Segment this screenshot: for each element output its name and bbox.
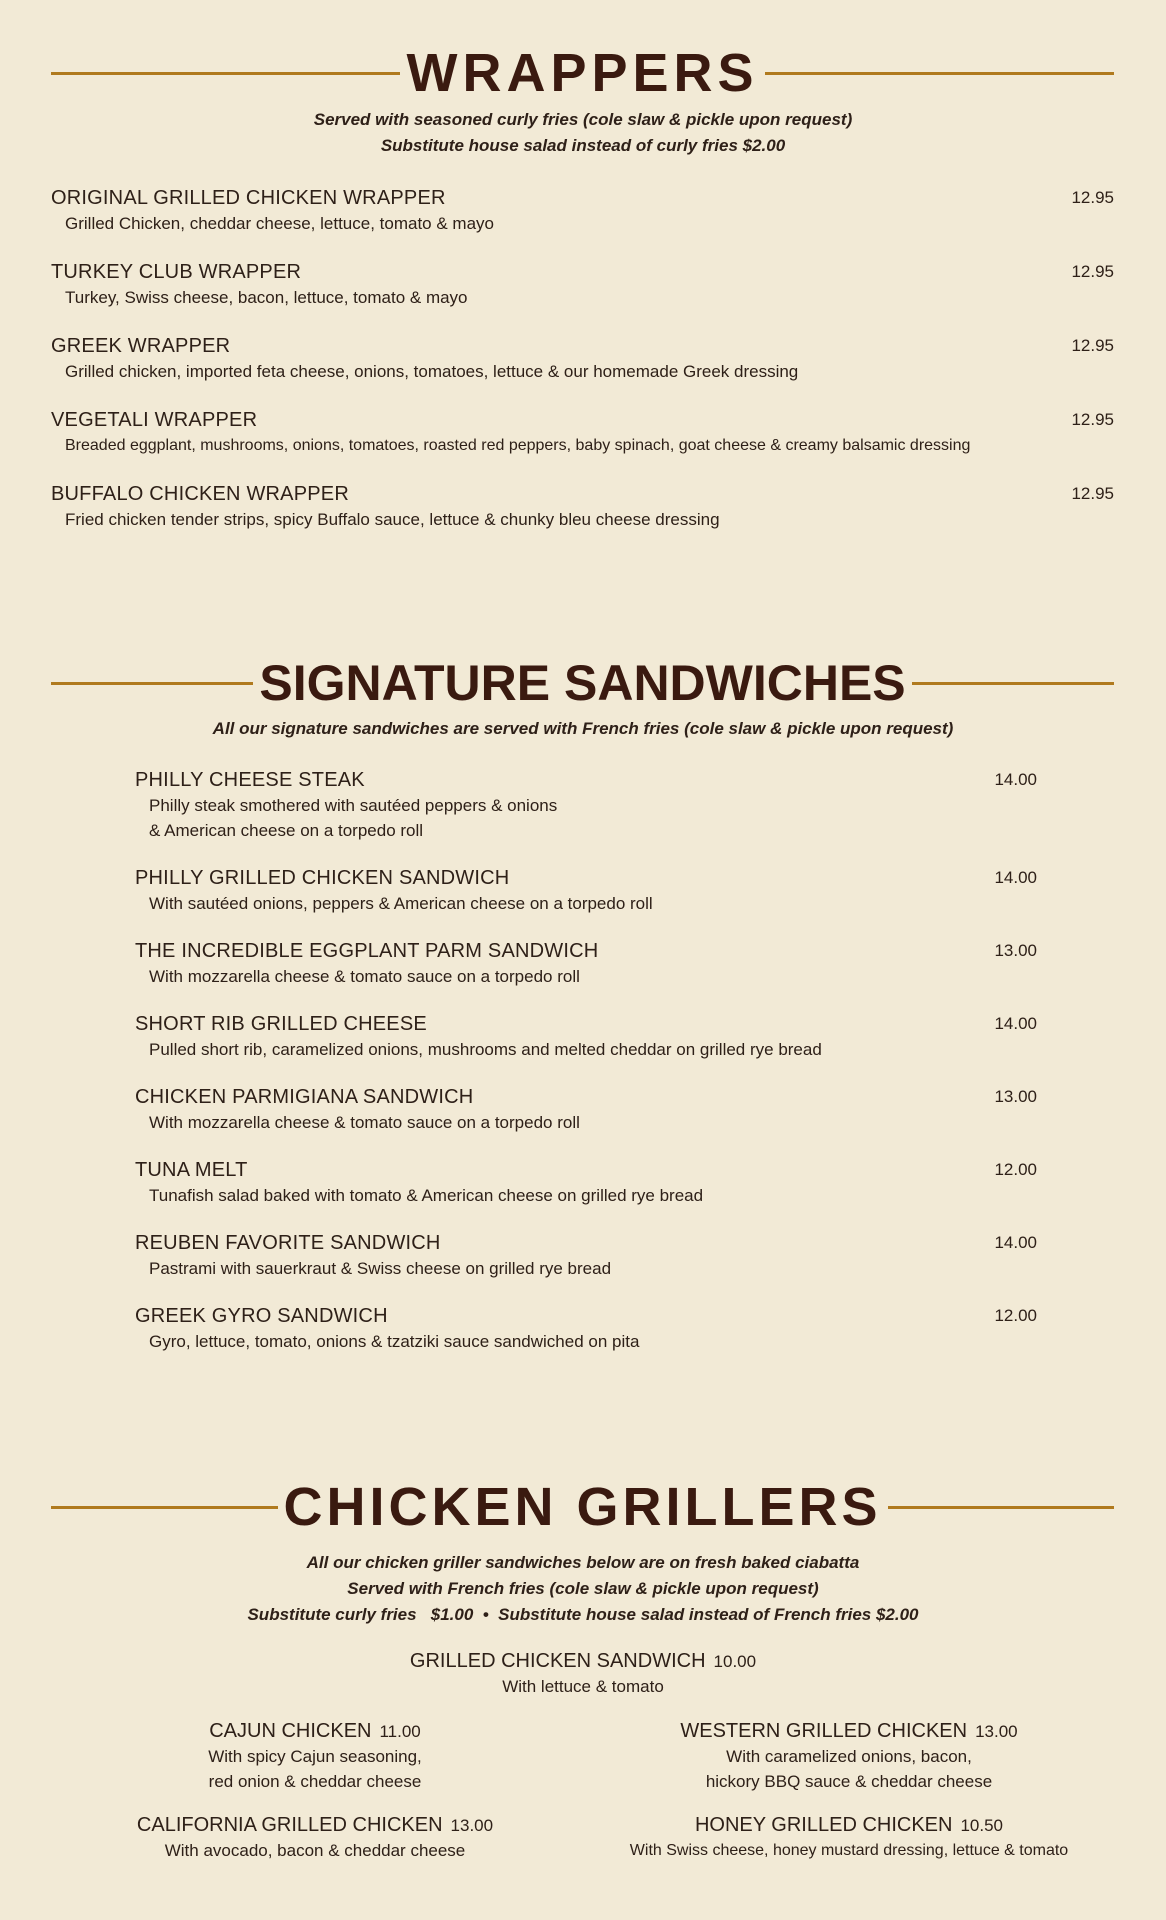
wrappers-note-1: Served with seasoned curly fries (cole slaw & pickle upon request) (313, 110, 853, 129)
header-rule-right (888, 1506, 1115, 1509)
menu-item (51, 333, 1114, 384)
item-name: PHILLY CHEESE STEAK (135, 769, 365, 791)
item-description-line-2: hickory BBQ sauce & cheddar cheese (705, 1772, 993, 1791)
item-price: 12.95 (1071, 484, 1114, 503)
item-price: 13.00 (994, 1087, 1037, 1106)
item-price: 12.00 (994, 1160, 1037, 1179)
grillers-note-3: Substitute curly fries $1.00 • Substitute house salad instead of French fries $2.00 (247, 1605, 919, 1624)
item-description-line-2: red onion & cheddar cheese (208, 1772, 422, 1791)
item-description: With avocado, bacon & cheddar cheese (164, 1841, 466, 1860)
item-price: 10.00 (713, 1652, 757, 1671)
item-price: 13.00 (975, 1722, 1018, 1741)
item-description: Philly steak smothered with sautéed peppers & onions (149, 796, 558, 815)
item-name: GRILLED CHICKEN SANDWICH (409, 1650, 706, 1672)
item-description: Grilled Chicken, cheddar cheese, lettuce, tomato & mayo (65, 214, 494, 233)
item-name: CHICKEN PARMIGIANA SANDWICH (135, 1086, 474, 1108)
header-rule-left (51, 1506, 278, 1509)
item-price: 13.00 (994, 941, 1037, 960)
grillers-header (51, 1477, 1114, 1537)
item-description: With mozzarella cheese & tomato sauce on a torpedo roll (149, 1113, 580, 1132)
item-price: 12.00 (994, 1306, 1037, 1325)
menu-item (135, 1230, 1037, 1281)
item-price: 12.95 (1071, 410, 1114, 429)
item-description: Breaded eggplant, mushrooms, onions, tomatoes, roasted red peppers, baby spinach, goat cheese & creamy balsamic dressing (65, 437, 971, 454)
item-name: BUFFALO CHICKEN WRAPPER (51, 483, 349, 505)
item-description: With spicy Cajun seasoning, (208, 1747, 422, 1766)
item-name: CAJUN CHICKEN (209, 1720, 372, 1742)
item-price: 11.00 (379, 1722, 421, 1741)
item-description: Tunafish salad baked with tomato & American cheese on grilled rye bread (149, 1186, 704, 1205)
item-description: Pulled short rib, caramelized onions, mushrooms and melted cheddar on grilled rye bread (149, 1040, 822, 1059)
wrappers-note-2: Substitute house salad instead of curly fries $2.00 (380, 136, 786, 155)
item-price: 12.95 (1071, 336, 1114, 355)
item-name: GREEK GYRO SANDWICH (135, 1305, 388, 1327)
item-price: 12.95 (1071, 262, 1114, 281)
item-price: 14.00 (994, 868, 1037, 887)
signature-note: All our signature sandwiches are served with French fries (cole slaw & pickle upon request) (212, 719, 954, 738)
menu-item (51, 481, 1114, 532)
menu-item (60, 1718, 570, 1794)
item-description: Grilled chicken, imported feta cheese, onions, tomatoes, lettuce & our homemade Greek dressing (65, 362, 799, 381)
header-rule-left (51, 682, 253, 685)
item-name: VEGETALI WRAPPER (51, 409, 258, 431)
item-description: With caramelized onions, bacon, (726, 1747, 972, 1766)
item-description: Pastrami with sauerkraut & Swiss cheese on grilled rye bread (149, 1259, 612, 1278)
item-description: Gyro, lettuce, tomato, onions & tzatziki sauce sandwiched on pita (149, 1332, 640, 1351)
item-name: TURKEY CLUB WRAPPER (51, 261, 302, 283)
item-name: HONEY GRILLED CHICKEN (694, 1814, 953, 1836)
item-description: With sautéed onions, peppers & American cheese on a torpedo roll (149, 894, 653, 913)
grillers-note-2: Served with French fries (cole slaw & pickle upon request) (347, 1579, 819, 1598)
item-description: With lettuce & tomato (502, 1677, 664, 1696)
menu-item (135, 767, 1037, 843)
menu-item (60, 1812, 570, 1863)
header-rule-right (765, 72, 1114, 75)
item-description: Turkey, Swiss cheese, bacon, lettuce, tomato & mayo (65, 288, 468, 307)
menu-item (594, 1812, 1104, 1863)
section-title-grillers: CHICKEN GRILLERS (283, 1477, 882, 1537)
wrappers-header (51, 43, 1114, 103)
item-name: ORIGINAL GRILLED CHICKEN WRAPPER (51, 187, 446, 209)
item-description-line-2: & American cheese on a torpedo roll (149, 821, 424, 840)
item-name: TUNA MELT (135, 1159, 248, 1181)
item-description: With mozzarella cheese & tomato sauce on a torpedo roll (149, 967, 580, 986)
header-rule-left (51, 72, 400, 75)
header-rule-right (912, 682, 1114, 685)
item-price: 13.00 (450, 1816, 494, 1835)
menu-item (594, 1718, 1104, 1794)
item-name: THE INCREDIBLE EGGPLANT PARM SANDWICH (135, 940, 599, 962)
item-price: 14.00 (994, 1233, 1037, 1252)
item-description: Fried chicken tender strips, spicy Buffalo sauce, lettuce & chunky bleu cheese dressing (65, 510, 720, 529)
item-name: GREEK WRAPPER (51, 335, 231, 357)
item-name: SHORT RIB GRILLED CHEESE (135, 1013, 427, 1035)
item-price: 14.00 (994, 770, 1037, 789)
signature-header (51, 655, 1114, 711)
item-price: 14.00 (994, 1014, 1037, 1033)
item-description: With Swiss cheese, honey mustard dressing, lettuce & tomato (629, 1842, 1069, 1859)
item-name: PHILLY GRILLED CHICKEN SANDWICH (135, 867, 510, 889)
grillers-note-1: All our chicken griller sandwiches below are on fresh baked ciabatta (306, 1553, 860, 1572)
section-title-wrappers: WRAPPERS (406, 43, 759, 103)
section-title-signature: SIGNATURE SANDWICHES (259, 655, 906, 711)
item-price: 12.95 (1071, 188, 1114, 207)
item-price: 10.50 (960, 1816, 1004, 1835)
menu-item (51, 185, 1114, 236)
item-name: CALIFORNIA GRILLED CHICKEN (136, 1814, 443, 1836)
menu-item (135, 1084, 1037, 1135)
menu-item (135, 938, 1037, 989)
item-name: REUBEN FAVORITE SANDWICH (135, 1232, 441, 1254)
menu-item (283, 1648, 883, 1699)
menu-item (135, 1157, 1037, 1208)
menu-item (135, 1011, 1037, 1062)
menu-item (51, 259, 1114, 310)
menu-item (135, 865, 1037, 916)
menu-item (135, 1303, 1037, 1354)
menu-item (51, 407, 1114, 458)
item-name: WESTERN GRILLED CHICKEN (680, 1720, 968, 1742)
